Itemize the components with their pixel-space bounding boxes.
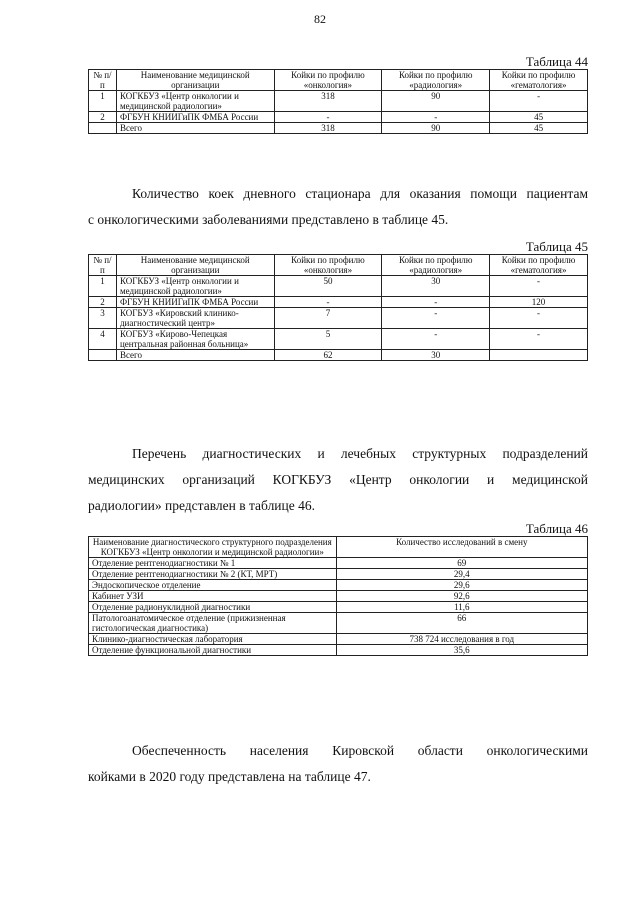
text-line: радиологии» представлен в таблице 46. xyxy=(88,498,316,513)
cell: ФГБУН КНИИГиПК ФМБА России xyxy=(116,112,274,123)
table-row xyxy=(89,276,588,297)
header-cell: № п/п xyxy=(89,70,117,91)
table-46-caption: Таблица 46 xyxy=(525,521,588,536)
cell: 11,6 xyxy=(336,602,587,613)
cell: 30 xyxy=(382,276,490,297)
cell: - xyxy=(490,91,588,112)
cell: - xyxy=(490,308,588,329)
cell: Всего xyxy=(116,123,274,134)
header-cell: Койки по профилю «онкология» xyxy=(274,70,382,91)
cell: Отделение функциональной диагностики xyxy=(89,645,337,656)
table-row xyxy=(89,591,588,602)
paragraph-45 xyxy=(88,181,588,233)
cell: 5 xyxy=(274,329,382,350)
header-cell: Койки по профилю «радиология» xyxy=(382,255,490,276)
header-cell: Наименование медицинской организации xyxy=(116,255,274,276)
table-header-row xyxy=(89,537,588,558)
table-row xyxy=(89,297,588,308)
cell: 30 xyxy=(382,350,490,361)
table-row xyxy=(89,329,588,350)
cell xyxy=(89,350,117,361)
cell: Отделение радионуклидной диагностики xyxy=(89,602,337,613)
cell: 66 xyxy=(336,613,587,634)
cell: 29,6 xyxy=(336,580,587,591)
cell: 69 xyxy=(336,558,587,569)
cell: Отделение рентгенодиагностики № 1 xyxy=(89,558,337,569)
table-row xyxy=(89,580,588,591)
text-line: Перечень диагностических и лечебных структурных подразделений xyxy=(132,446,588,461)
cell: Эндоскопическое отделение xyxy=(89,580,337,591)
text-line: койками в 2020 году представлена на таблице 47. xyxy=(88,769,371,784)
header-cell: Наименование медицинской организации xyxy=(116,70,274,91)
cell: 318 xyxy=(274,91,382,112)
table-total-row xyxy=(89,350,588,361)
cell: - xyxy=(382,329,490,350)
text-line: с онкологическими заболеваниями представлено в таблице 45. xyxy=(88,212,449,227)
cell: Отделение рентгенодиагностики № 2 (КТ, МРТ) xyxy=(89,569,337,580)
header-cell: Количество исследований в смену xyxy=(336,537,587,558)
table-row xyxy=(89,613,588,634)
cell: 2 xyxy=(89,112,117,123)
table-total-row xyxy=(89,123,588,134)
cell: - xyxy=(382,297,490,308)
header-cell: Койки по профилю «радиология» xyxy=(382,70,490,91)
cell: 50 xyxy=(274,276,382,297)
cell: Клинико-диагностическая лаборатория xyxy=(89,634,337,645)
header-cell: Наименование диагностического структурного подразделения КОГКБУЗ «Центр онкологии и медицинской радиологии» xyxy=(89,537,337,558)
cell xyxy=(490,350,588,361)
cell: 92,6 xyxy=(336,591,587,602)
cell: КОГБУЗ «Кировский клинико-диагностический центр» xyxy=(116,308,274,329)
text-line: Обеспеченность населения Кировской области онкологическими xyxy=(132,743,588,758)
cell: 738 724 исследования в год xyxy=(336,634,587,645)
cell: - xyxy=(382,308,490,329)
cell: Всего xyxy=(116,350,274,361)
table-row xyxy=(89,634,588,645)
cell: 1 xyxy=(89,276,117,297)
table-header-row xyxy=(89,255,588,276)
cell: 29,4 xyxy=(336,569,587,580)
cell: - xyxy=(274,297,382,308)
cell: - xyxy=(274,112,382,123)
cell: - xyxy=(382,112,490,123)
table-row xyxy=(89,645,588,656)
cell: ФГБУН КНИИГиПК ФМБА России xyxy=(116,297,274,308)
cell: 7 xyxy=(274,308,382,329)
table-header-row xyxy=(89,70,588,91)
text-line: Количество коек дневного стационара для оказания помощи пациентам xyxy=(132,186,588,201)
header-cell: Койки по профилю «гематология» xyxy=(490,255,588,276)
cell xyxy=(89,123,117,134)
table-row xyxy=(89,112,588,123)
text-line: медицинских организаций КОГКБУЗ «Центр онкологии и медицинской xyxy=(88,472,588,487)
table-44 xyxy=(88,69,588,134)
cell: Кабинет УЗИ xyxy=(89,591,337,602)
cell: - xyxy=(490,276,588,297)
cell: КОГКБУЗ «Центр онкологии и медицинской радиологии» xyxy=(116,276,274,297)
cell: 120 xyxy=(490,297,588,308)
cell: 35,6 xyxy=(336,645,587,656)
header-cell: Койки по профилю «гематология» xyxy=(490,70,588,91)
cell: 3 xyxy=(89,308,117,329)
cell: Патологоанатомическое отделение (прижизненная гистологическая диагностика) xyxy=(89,613,337,634)
table-45-caption: Таблица 45 xyxy=(525,239,588,254)
page-number: 82 xyxy=(314,12,326,26)
cell: 90 xyxy=(382,91,490,112)
table-row xyxy=(89,602,588,613)
header-cell: № п/п xyxy=(89,255,117,276)
paragraph-47 xyxy=(88,738,588,790)
table-46 xyxy=(88,536,588,656)
cell: 2 xyxy=(89,297,117,308)
table-row xyxy=(89,558,588,569)
table-44-caption: Таблица 44 xyxy=(525,54,588,69)
cell: 62 xyxy=(274,350,382,361)
header-cell: Койки по профилю «онкология» xyxy=(274,255,382,276)
table-row xyxy=(89,569,588,580)
cell: - xyxy=(490,329,588,350)
cell: 4 xyxy=(89,329,117,350)
cell: 45 xyxy=(490,112,588,123)
table-row xyxy=(89,308,588,329)
cell: 1 xyxy=(89,91,117,112)
paragraph-46 xyxy=(88,441,588,519)
cell: 45 xyxy=(490,123,588,134)
cell: 90 xyxy=(382,123,490,134)
cell: КОГКБУЗ «Центр онкологии и медицинской радиологии» xyxy=(116,91,274,112)
table-45 xyxy=(88,254,588,361)
cell: 318 xyxy=(274,123,382,134)
cell: КОГБУЗ «Кирово-Чепецкая центральная районная больница» xyxy=(116,329,274,350)
table-row xyxy=(89,91,588,112)
